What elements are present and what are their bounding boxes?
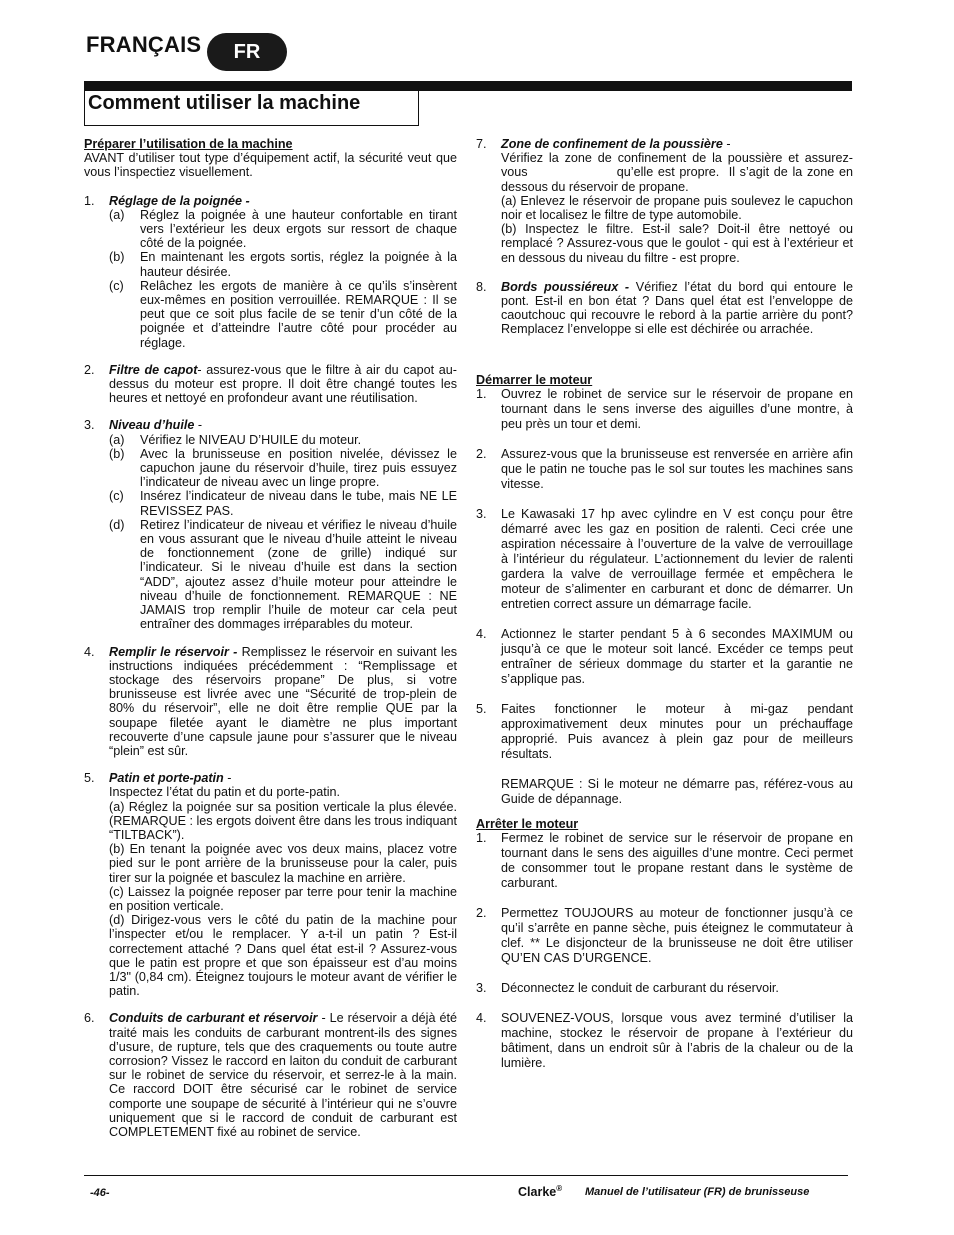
list-item (84, 363, 457, 406)
item-title: Filtre de capot (109, 362, 198, 377)
item-title: Niveau d’huile (109, 418, 195, 433)
item-number: 1. (476, 386, 487, 401)
sub-label: (b) (109, 250, 125, 265)
registered-mark: ® (556, 1184, 563, 1193)
brand-text: Clarke (518, 1185, 557, 1200)
list-item (476, 280, 853, 337)
item-number: 1. (84, 193, 95, 208)
sub-text: Retirez l’indicateur de niveau et vérifiez le niveau d’huile en vous assurant que le niveau d’huile atteint le niveau de fonctionnement (zone de grille) indiqué sur l’indicateur. Si le niveau d’huile est dans la section “ADD”, ajoutez assez d’huile moteur pour atteindre le niveau d’huile de fonctionnement. REMARQUE : NE JAMAIS trop remplir l’huile de moteur car cela peut entraîner des dommages irréparables du moteur. (140, 517, 457, 632)
list-item (84, 194, 457, 350)
list-item (476, 831, 853, 891)
item-text: - assurez-vous que le filtre à air du capot au-dessus du moteur est propre. Il doit être changé toutes les heures et nettoyé en profondeur avant une réutilisation. (109, 362, 457, 406)
item-number: 4. (476, 626, 487, 641)
note-text: REMARQUE : Si le moteur ne démarre pas, référez-vous au Guide de dépannage. (501, 776, 853, 806)
item-number: 2. (476, 446, 487, 461)
list-item (476, 447, 853, 492)
language-badge: FR (207, 33, 287, 71)
list-item (476, 1011, 853, 1071)
list-item (476, 906, 853, 966)
page-title: Comment utiliser la machine (88, 92, 361, 114)
item-number: 1. (476, 831, 487, 846)
sub-label: (d) (109, 517, 125, 532)
item-number: 2. (476, 906, 487, 921)
list-item (84, 418, 457, 631)
sub-text: Vérifiez le NIVEAU D’HUILE du moteur. (140, 432, 362, 447)
item-title: Zone de confinement de la poussière (501, 137, 723, 151)
list-item (476, 702, 853, 807)
language-label: FRANÇAIS (86, 32, 202, 57)
right-column (476, 137, 857, 1071)
sub-text: (a) Enlevez le réservoir de propane puis soulevez le capuchon noir et localisez le filtre de type automobile. (501, 193, 853, 223)
list-item (476, 627, 853, 687)
list-item (476, 507, 853, 612)
sub-text: (d) Dirigez-vous vers le côté du patin de la machine pour l’inspecter et/ou le remplacer. Y a-t-il un patin ? Est-il correctement attaché ? Dans quel état est-il ? Assurez-vous que le patin est propre et que son épaisseur est d’au moins 1/3" (0,84 cm). Éteignez toujours le moteur avant de vérifier le patin. (109, 913, 457, 999)
sub-text: (a) Réglez la poignée sur sa position verticale la plus élevée. (REMARQUE : les ergots doivent être dans les trous indiquant “TILTBACK”). (109, 799, 457, 842)
item-text: Déconnectez le conduit de carburant du réservoir. (501, 981, 779, 996)
section-heading-prepare: Préparer l’utilisation de la machine (84, 137, 293, 151)
list-item (476, 137, 857, 265)
item-text: - Le réservoir a déjà été traité mais les conduits de carburant montrent-ils des signes d’usure, de rupture, tels que des craquements ou toute autre corrosion? Vissez le raccord en laiton du conduit de carburant sur le robinet de service du réservoir, et serrez-le à la main. Ce raccord DOIT être sécurisé car le robinet de service comporte une soupape de sécurité à l’intérieur qui ne s’ouvre uniquement que si le raccord de conduit de carburant est COMPLETEMENT fixé au robinet de service. (109, 1011, 457, 1139)
brand-name (518, 1184, 562, 1199)
item-number: 2. (84, 362, 95, 377)
item-text: Ouvrez le robinet de service sur le réservoir de propane en tournant dans le sens inverse des aiguilles d’une montre, à peu près un tour et demi. (501, 386, 853, 431)
item-text: - (722, 137, 731, 151)
item-text: Inspectez l’état du patin et du porte-patin. (109, 785, 341, 800)
item-text: Fermez le robinet de service sur le réservoir de propane en tournant dans le sens des aiguilles d’une montre. Ceci permet de consommer tout le propane restant dans le système de carburant. (501, 831, 853, 891)
item-text: Faites fonctionner le moteur à mi-gaz pendant approximativement deux minutes pour un préchauffage approprié. Puis avancez à plein gaz pour de meilleurs résultats. (501, 701, 853, 761)
manual-title: Manuel de l’utilisateur (FR) de brunisseuse (585, 1186, 810, 1198)
item-text: Remplissez le réservoir en suivant les instructions indiquées précédemment : “Remplissage et stockage des réservoirs propane” De plus, si votre brunisseuse est livrée avec une “Sécurité de trop-plein de 80% du réservoir”, elle ne doit être remplie QUE par la soupape filetée ayant le diamètre ne plus important recouverte d’une capsule jaune pour s’assurer que le niveau “plein” est sûr. (109, 644, 457, 758)
item-title: Patin et porte-patin (109, 771, 224, 786)
item-title: Remplir le réservoir - (109, 644, 238, 659)
item-number: 6. (84, 1011, 95, 1026)
item-text: Vérifiez l’état du bord qui entoure le pont. Est-il en bon état ? Dans quel état est l’enveloppe de caoutchouc qui recouvre le rebord à la partie arrière du pont? Remplacez l’enveloppe si elle est déchirée ou arrachée. (501, 279, 853, 337)
item-number: 3. (476, 506, 487, 521)
item-text: Assurez-vous que la brunisseuse est renversée en arrière afin que le patin ne touche pas le sol sur toutes les machines sans vitesse. (501, 446, 853, 491)
item-text: Vérifiez la zone de confinement de la poussière et assurez-vous qu’elle est propre. Il s’agit de la zone en dessous du réservoir de propane. (501, 151, 857, 194)
sub-label: (a) (109, 432, 125, 447)
left-column (84, 137, 457, 1139)
sub-text: Relâchez les ergots de manière à ce qu’ils s’insèrent eux-mêmes en position verrouillée. REMARQUE : Il se peut que ce soit plus facile de se tenir d’un côté de la poignée et d’atteindre l’autre côté pour procéder au réglage. (140, 278, 457, 350)
item-text: SOUVENEZ-VOUS, lorsque vous avez terminé d’utiliser la machine, stockez le réservoir de propane à l’extérieur du bâtiment, dans un endroit sûr à l’abris de la chaleur ou de la lumière. (501, 1011, 853, 1071)
item-title: Bords poussiéreux - (501, 279, 630, 294)
item-number: 3. (476, 981, 487, 996)
sub-label: (b) (109, 446, 125, 461)
item-text: Actionnez le starter pendant 5 à 6 secondes MAXIMUM ou jusqu’à ce que le moteur soit lancé. Excéder ce temps peut entraîner de sérieux dommage du starter et la garantie ne s’applique pas. (501, 626, 853, 686)
sub-text: (b) En tenant la poignée avec vos deux mains, placez votre pied sur le pont arrière de la brunisseuse pour la caler, puis tirer sur la poignée et basculez la machine en arrière. (109, 842, 457, 885)
item-number: 4. (84, 644, 95, 659)
list-item (84, 771, 457, 998)
item-text: Permettez TOUJOURS au moteur de fonctionner jusqu’à ce qu’il s’arrête en panne sèche, puis éteignez le commutateur à clef. ** Le disjoncteur de la brunisseuse ne doit être utiliser QU’EN CAS D’URGENCE. (501, 906, 853, 966)
sub-text: Réglez la poignée à une hauteur confortable en tirant vers l’extérieur les deux ergots sur ressort de chaque côté de la poignée. (140, 207, 457, 251)
sub-label: (a) (109, 207, 125, 222)
item-text: Le Kawasaki 17 hp avec cylindre en V est conçu pour être démarré avec les gaz en position de ralenti. Ceci crée une aspiration nécessaire à l’ouverture de la valve de verrouillage à l’intérieur du régulateur. L’actionnement du levier de ralenti gardera la valve de verrouillage fermée et empêchera le moteur de s’alimenter en carburant et donc de démarrer. Un entretien correct assure un démarrage facile. (501, 506, 853, 611)
item-number: 5. (84, 771, 95, 786)
footer-rule (84, 1175, 848, 1176)
sub-label: (c) (109, 489, 124, 504)
section-heading-stop: Arrêter le moteur (476, 816, 579, 831)
item-number: 7. (476, 137, 487, 151)
page-number: -46- (90, 1187, 110, 1199)
item-title: Conduits de carburant et réservoir (109, 1011, 318, 1026)
prepare-intro: AVANT d’utiliser tout type d’équipement actif, la sécurité veut que vous l’inspectiez visuellement. (84, 151, 457, 180)
sub-text: En maintenant les ergots sortis, réglez la poignée à la hauteur désirée. (140, 250, 457, 279)
sub-text: Avec la brunisseuse en position nivelée, dévissez le capuchon jaune du réservoir d’huile, tirez puis essuyez l’indicateur de niveau avec un linge propre. (140, 446, 457, 490)
item-number: 8. (476, 279, 487, 294)
sub-text: (b) Inspectez le filtre. Est-il sale? Doit-il être nettoyé ou remplacé ? Assurez-vous que le goulot - qui est à l’extérieur et en dessous du niveau du filtre - est propre. (501, 222, 853, 265)
list-item (84, 645, 457, 759)
item-number: 3. (84, 418, 95, 433)
item-text: - (194, 418, 203, 433)
list-item (476, 387, 853, 432)
item-number: 4. (476, 1011, 487, 1026)
sub-text: (c) Laissez la poignée reposer par terre pour tenir la machine en position verticale. (109, 884, 457, 913)
item-number: 5. (476, 701, 487, 716)
list-item (476, 981, 853, 996)
sub-text: Insérez l’indicateur de niveau dans le tube, mais NE LE REVISSEZ PAS. (140, 489, 457, 518)
sub-label: (c) (109, 278, 124, 293)
item-title: Réglage de la poignée - (109, 193, 250, 208)
list-item (84, 1011, 457, 1139)
section-heading-start: Démarrer le moteur (476, 372, 593, 387)
item-text: - (223, 771, 232, 786)
